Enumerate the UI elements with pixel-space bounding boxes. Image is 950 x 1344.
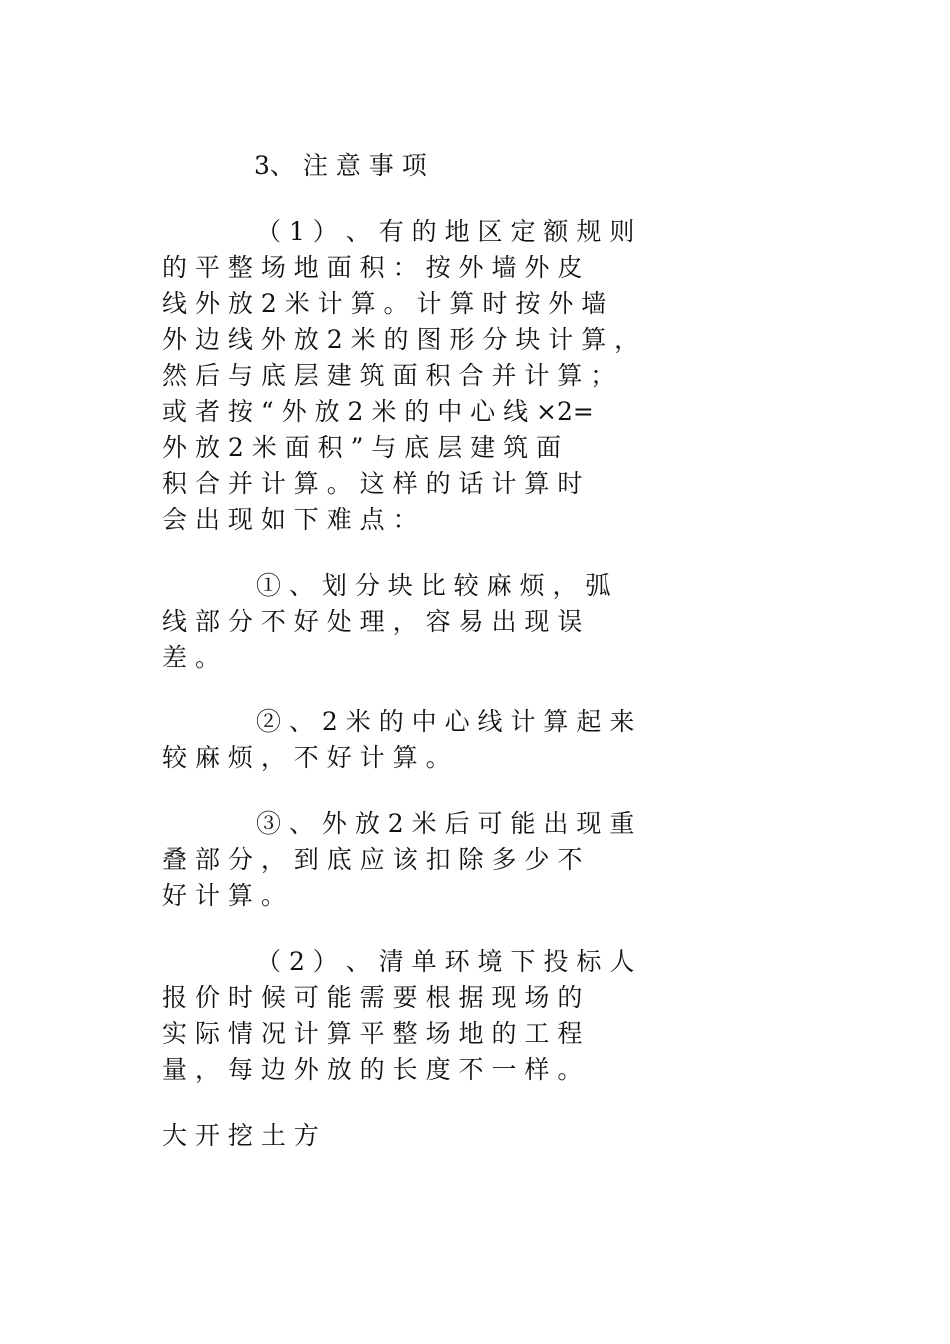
paragraph-1-line-3: 线 外 放 2 米 计 算 。 计 算 时 按 外 墙: [162, 289, 607, 318]
difficulty-3-line-3: 好 计 算 。: [162, 881, 286, 910]
difficulty-1-line-3: 差 。: [162, 643, 220, 672]
paragraph-1-line-1: （ 1 ） 、 有 的 地 区 定 额 规 则: [256, 217, 635, 246]
paragraph-1-line-5: 然 后 与 底 层 建 筑 面 积 合 并 计 算 ；: [162, 361, 616, 390]
paragraph-1-line-9: 会 出 现 如 下 难 点 ：: [162, 505, 418, 534]
difficulty-1-line-2: 线 部 分 不 好 处 理 ， 容 易 出 现 误: [162, 607, 583, 636]
paragraph-1-line-4: 外 边 线 外 放 2 米 的 图 形 分 块 计 算 ，: [162, 325, 640, 354]
paragraph-1-line-7: 外 放 2 米 面 积 ” 与 底 层 建 筑 面: [162, 433, 562, 462]
paragraph-2-line-3: 实 际 情 况 计 算 平 整 场 地 的 工 程: [162, 1019, 583, 1048]
paragraph-1-line-6: 或 者 按 “ 外 放 2 米 的 中 心 线 ×2=: [162, 397, 594, 426]
paragraph-1-line-2: 的 平 整 场 地 面 积 ： 按 外 墙 外 皮: [162, 253, 583, 282]
difficulty-3-line-1: ③ 、 外 放 2 米 后 可 能 出 现 重: [256, 809, 635, 838]
paragraph-2-line-1: （ 2 ） 、 清 单 环 境 下 投 标 人: [256, 947, 635, 976]
difficulty-2-line-2: 较 麻 烦 ， 不 好 计 算 。: [162, 743, 451, 772]
paragraph-1-line-8: 积 合 并 计 算 。 这 样 的 话 计 算 时: [162, 469, 583, 498]
difficulty-2-line-1: ② 、 2 米 的 中 心 线 计 算 起 来: [256, 707, 635, 736]
section-heading: 3、 注 意 事 项: [254, 151, 427, 180]
paragraph-2-line-4: 量 ， 每 边 外 放 的 长 度 不 一 样 。: [162, 1055, 583, 1084]
difficulty-1-line-1: ① 、 划 分 块 比 较 麻 烦 ， 弧: [256, 571, 611, 600]
paragraph-2-line-2: 报 价 时 候 可 能 需 要 根 据 现 场 的: [162, 983, 583, 1012]
next-section-heading: 大 开 挖 土 方: [162, 1121, 319, 1150]
difficulty-3-line-2: 叠 部 分 ， 到 底 应 该 扣 除 多 少 不: [162, 845, 583, 874]
